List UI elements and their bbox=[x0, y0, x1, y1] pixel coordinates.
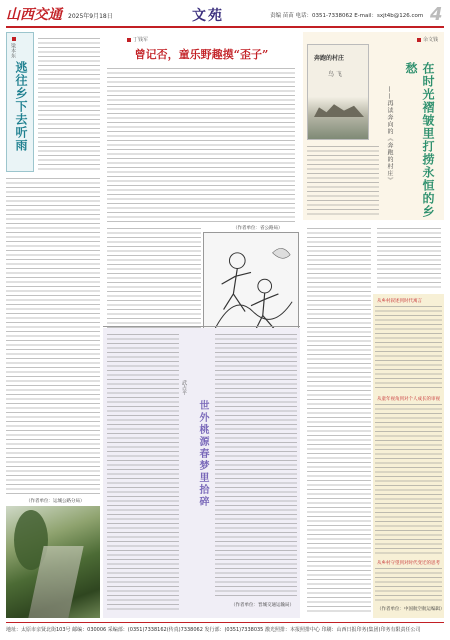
sidebar-heading-1: 从乡村叙述到时代寓言 bbox=[377, 299, 422, 304]
section-divider bbox=[103, 326, 300, 327]
right-article-author-unit: （作者单位：中国航空航运编辑） bbox=[377, 607, 445, 612]
book-cover-image bbox=[307, 44, 369, 140]
left-article-heading bbox=[6, 32, 34, 172]
sub-article-title: 世外桃源春梦里拾碎 bbox=[197, 400, 208, 508]
issue-date: 2025年9月18日 bbox=[68, 13, 113, 20]
left-article-photo bbox=[6, 506, 100, 618]
middle-sub-article bbox=[103, 328, 300, 618]
middle-article-author: 丁钱军 bbox=[127, 36, 148, 43]
middle-article bbox=[103, 32, 300, 618]
bullet-icon bbox=[127, 38, 131, 42]
right-article-heading bbox=[303, 32, 444, 220]
middle-article-caption: （作者单位：省公路局） bbox=[233, 226, 283, 231]
left-article-author: 梁本东 bbox=[10, 37, 17, 58]
right-article-body-2 bbox=[377, 228, 441, 290]
right-article-title: 在时光褶皱里打捞永恒的乡愁 bbox=[404, 62, 435, 218]
header-rule bbox=[6, 26, 444, 28]
sidebar-heading-3: 从乡村守望到对时代变迁的思考 bbox=[377, 561, 440, 566]
book-cover-title: 奔跑的村庄 bbox=[314, 55, 345, 62]
left-article bbox=[6, 32, 100, 618]
book-cover-subtitle: 鸟 飞 bbox=[328, 71, 342, 78]
section-title: 文苑 bbox=[192, 8, 224, 24]
sidebar-body-3 bbox=[375, 568, 442, 602]
page-number: 4 bbox=[430, 4, 443, 25]
footer-rule bbox=[6, 622, 444, 623]
sub-article-author: 武占平 bbox=[181, 380, 187, 395]
editor-info: 责编 苗苗 电话：0351-7338062 E-mail：sxjt4b@126.com bbox=[270, 13, 424, 19]
right-article-body bbox=[307, 228, 371, 614]
village-silhouette bbox=[314, 101, 364, 117]
middle-article-title: 曾记否，童乐野趣摸“歪子” bbox=[134, 48, 269, 61]
right-article-sidebar bbox=[373, 294, 444, 618]
sub-article-heading bbox=[181, 380, 211, 568]
sub-article-body-right bbox=[215, 334, 297, 596]
masthead bbox=[6, 4, 444, 24]
sub-article-body-left bbox=[107, 334, 179, 612]
sidebar-heading-2: 从童年视角到对个人成长的审视 bbox=[377, 397, 440, 402]
footer-info: 地址：太原市亲贤北街103号 邮编：030006 采编部：(0351)7338162(传真)7338062 发行部：(0351)7338035 激光照排：本报照排中心 印刷：山西日报印务(集团)印务有限责任公司 bbox=[6, 627, 421, 633]
right-article-subtitle: ——再读奔向的《奔跑的村庄》 bbox=[386, 86, 393, 184]
middle-article-body-2 bbox=[107, 228, 201, 328]
newspaper-brand: 山西交通 bbox=[6, 7, 62, 23]
left-article-title: 逃往乡下去听雨 bbox=[14, 61, 28, 152]
sidebar-body-1 bbox=[375, 306, 442, 390]
right-article-author: 余文钱 bbox=[417, 36, 438, 43]
left-article-body-top bbox=[38, 38, 100, 172]
sidebar-body-2 bbox=[375, 404, 442, 554]
middle-article-body bbox=[107, 68, 295, 224]
sub-article-caption: （作者单位：晋城交通运输局） bbox=[231, 603, 294, 608]
left-article-caption: （作者单位：运城公路分局） bbox=[26, 499, 85, 504]
bullet-icon bbox=[12, 37, 16, 41]
right-article-intro bbox=[307, 146, 379, 218]
left-article-body bbox=[6, 178, 100, 494]
right-article bbox=[303, 32, 444, 618]
bullet-icon bbox=[417, 38, 421, 42]
